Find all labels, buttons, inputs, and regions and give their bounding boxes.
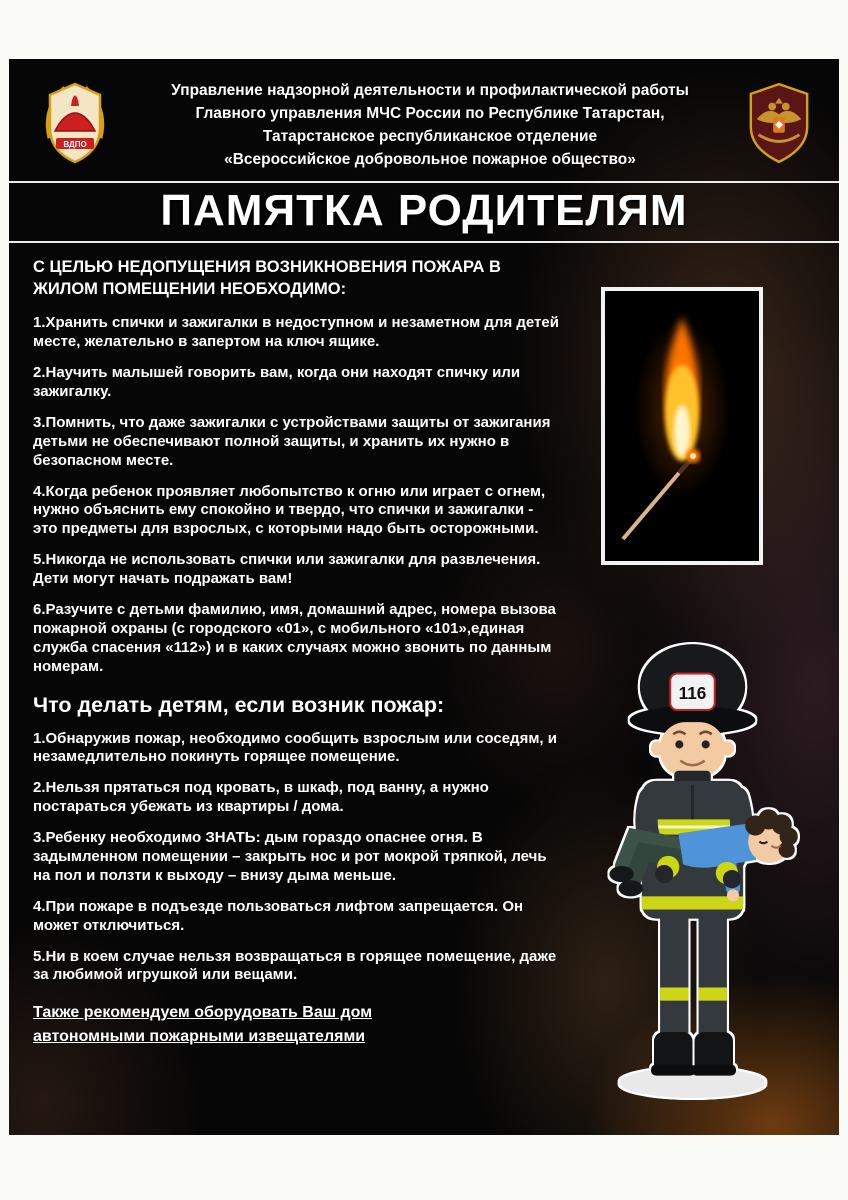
org-name-block (127, 79, 733, 172)
list-item: 3.Помнить, что даже зажигалки с устройствами защиты от зажигания детьми не обеспечивают полной защиты, и хранить их нужно в безопасном месте. (33, 413, 551, 469)
burning-match-photo (601, 287, 763, 565)
mchs-emblem-icon (745, 79, 813, 172)
vdpo-emblem-icon (35, 76, 115, 175)
poster-header (9, 59, 839, 181)
list-item: 5.Ни в коем случае нельзя возвращаться в горящее помещение, даже за любимой игрушкой или вещами. (33, 947, 557, 984)
list-item: 4.При пожаре в подъезде пользоваться лифтом запрещается. Он может отключиться. (33, 897, 524, 934)
page-title: ПАМЯТКА РОДИТЕЛЯМ (160, 186, 688, 235)
list-item: 2.Научить малышей говорить вам, когда они находят спичку или зажигалку. (33, 364, 521, 400)
eagle-head (782, 102, 790, 110)
list-item: 1.Хранить спички и зажигалки в недоступном и незаметном для детей месте, желательно в запертом на ключ ящике. (33, 314, 559, 351)
footer-line: Также рекомендуем оборудовать Ваш дом (33, 1004, 373, 1022)
list-item: 3.Ребенку необходимо ЗНАТЬ: дым гораздо опаснее огня. В задымленном помещении – закрыть нос и рот мокрой тряпкой, лечь на пол и ползти к выходу – внизу дыма меньше. (33, 829, 547, 884)
footer-line: автономными пожарными извещателями (33, 1028, 366, 1046)
helmet-number: 116 (678, 682, 707, 703)
org-line: Главного управления МЧС России по Республике Татарстан, (195, 104, 665, 122)
helmet (630, 644, 756, 734)
eagle-head (768, 102, 776, 110)
org-line: Управление надзорной деятельности и профилактической работы (171, 81, 689, 99)
child-shoe (619, 880, 643, 896)
firefighter-boots (651, 1032, 736, 1076)
list-item: 6.Разучите с детьми фамилию, имя, домашний адрес, номера вызова пожарной охраны (с городского «01», с мобильного «101»,единая служба спасения «112») и в каких случаях можно звонить по данным номерам. (33, 600, 556, 675)
child-shoe (609, 866, 633, 882)
org-line: Татарстанское республиканское отделение (262, 128, 598, 145)
fire-safety-poster (9, 59, 839, 1135)
org-line: «Всероссийское добровольное пожарное общество» (224, 151, 636, 169)
firefighter-legs (660, 918, 727, 1033)
hi-viz-stripe (699, 987, 727, 1000)
footer-note (33, 1001, 559, 1049)
child-hand (727, 889, 739, 901)
flame-core (674, 405, 690, 457)
list-item: 2.Нельзя прятаться под кровать, в шкаф, под ванну, а нужно постараться убежать из квартиры / дома. (33, 779, 489, 816)
vdpo-banner-label: ВДПО (63, 139, 87, 149)
match-ember-core (690, 453, 696, 459)
list-item: 4.Когда ребенок проявляет любопытство к огню или играет с огнем, нужно объяснить ему спокойно и твердо, что спички и зажигалки - это предметы для взрослых, с которыми надо быть осторожными. (33, 482, 546, 538)
text-column (33, 257, 559, 1049)
glove (655, 865, 673, 883)
list-item: 1.Обнаружив пожар, необходимо сообщить взрослым или соседям, и незамедлительно покинуть горящее помещение. (33, 729, 557, 766)
section1-heading: С ЦЕЛЬЮ НЕДОПУЩЕНИЯ ВОЗНИКНОВЕНИЯ ПОЖАРА В ЖИЛОМ ПОМЕЩЕНИИ НЕОБХОДИМО: (33, 258, 501, 298)
list-item: 5.Никогда не использовать спички или зажигалки для развлечения. Дети могут начать подражать вам! (33, 551, 541, 588)
firefighter-illustration (579, 631, 807, 1107)
hi-viz-stripe (660, 987, 688, 1000)
section2-heading: Что делать детям, если возник пожар: (33, 692, 445, 717)
glove (723, 870, 741, 888)
